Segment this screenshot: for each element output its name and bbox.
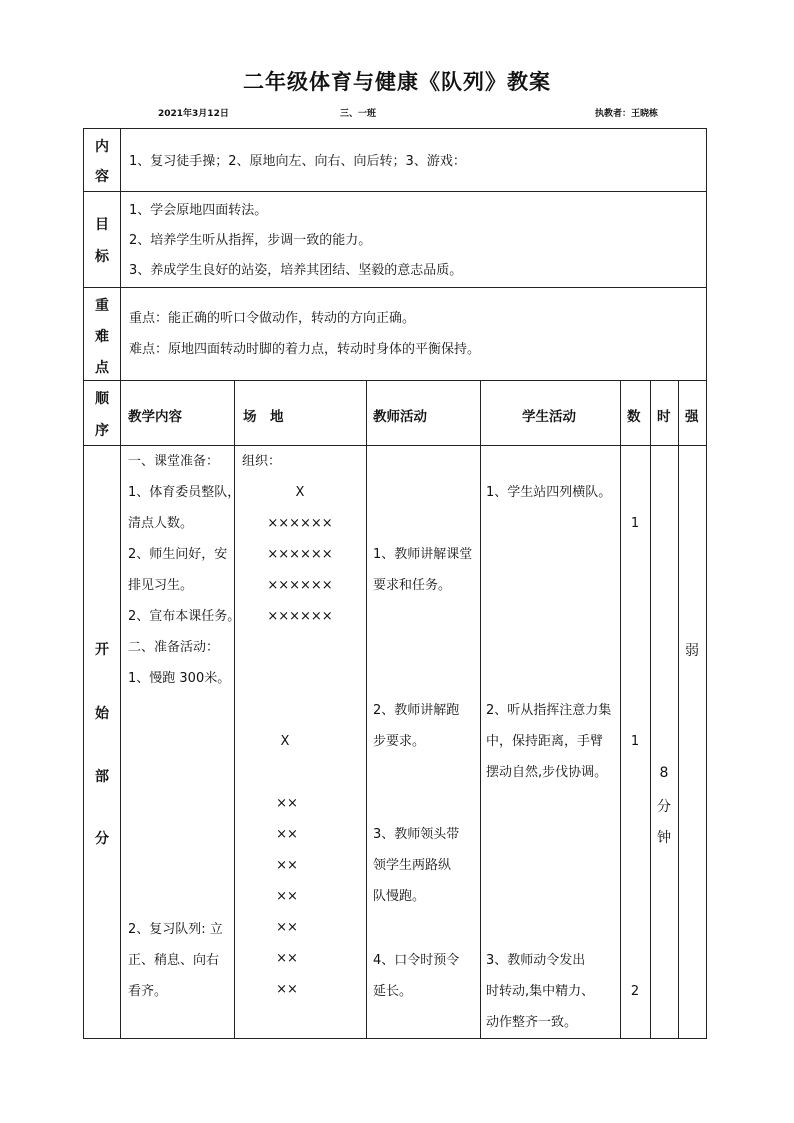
- content-label-2: 容: [95, 169, 109, 185]
- content-item: 正、稍息、向右: [128, 953, 220, 968]
- time-unit-2: 钟: [657, 830, 671, 846]
- student-activity: 2、听从指挥注意力集: [486, 703, 612, 718]
- lesson-plan-table: [83, 128, 707, 1039]
- header-student: 学生活动: [522, 409, 576, 425]
- part-label-2: 始: [95, 706, 109, 722]
- formation-row: ××××××: [267, 547, 333, 562]
- student-activity: 时转动,集中精力、: [486, 984, 595, 999]
- key-line: 难点：原地四面转动时脚的着力点，转动时身体的平衡保持。: [129, 342, 481, 357]
- content-item: 二、准备活动：: [128, 640, 220, 655]
- table-line: [83, 445, 707, 446]
- formation-row: ××××××: [267, 578, 333, 593]
- part-label-4: 分: [95, 831, 109, 847]
- table-line: [366, 380, 367, 1039]
- table-line: [83, 380, 707, 381]
- goal-label-2: 标: [95, 249, 109, 265]
- header-time: 时: [657, 409, 671, 425]
- table-line: [83, 191, 707, 192]
- teacher-activity: 步要求。: [373, 734, 426, 749]
- formation-pair: ××: [276, 889, 298, 904]
- formation-pair: ××: [276, 951, 298, 966]
- key-label-2: 难: [95, 329, 109, 345]
- teacher-activity: 2、教师讲解跑: [373, 703, 460, 718]
- count-value: 1: [630, 734, 640, 749]
- content-item: 2、师生问好，安: [128, 547, 228, 562]
- student-activity: 动作整齐一致。: [486, 1015, 578, 1030]
- part-label-1: 开: [95, 642, 109, 658]
- table-line: [480, 380, 481, 1039]
- content-item: 2、宣布本课任务。: [128, 609, 241, 624]
- student-activity: 3、教师动令发出: [486, 953, 586, 968]
- header-order-1: 顺: [95, 391, 109, 407]
- header-count: 数: [627, 409, 641, 425]
- table-line: [83, 287, 707, 288]
- student-activity: 中，保持距离，手臂: [486, 734, 604, 749]
- table-line: [83, 128, 84, 1039]
- content-item: 清点人数。: [128, 516, 194, 531]
- formation-row: ××××××: [267, 516, 333, 531]
- content-item: 1、体育委员整队，: [128, 485, 241, 500]
- header-intensity: 强: [685, 409, 699, 425]
- formation-pair: ××: [276, 982, 298, 997]
- content-text: 1、复习徒手操；2、原地向左、向右、向后转；3、游戏：: [129, 154, 466, 169]
- table-line: [120, 128, 121, 1039]
- content-label-1: 内: [95, 139, 109, 155]
- page-title: 二年级体育与健康《队列》教案: [243, 70, 551, 94]
- student-activity: 摆动自然,步伐协调。: [486, 765, 608, 780]
- goal-label-1: 目: [95, 217, 109, 233]
- formation-row: X: [295, 485, 305, 500]
- teacher-activity: 4、口令时预令: [373, 953, 460, 968]
- time-unit-1: 分: [657, 799, 671, 815]
- content-item: 1、慢跑 300米。: [128, 671, 231, 686]
- content-item: 排见习生。: [128, 578, 194, 593]
- header-order-2: 序: [95, 423, 109, 439]
- content-item: 一、课堂准备：: [128, 454, 220, 469]
- teacher-activity: 要求和任务。: [373, 578, 452, 593]
- intensity-value: 弱: [685, 643, 699, 659]
- formation-pair: ××: [276, 858, 298, 873]
- teacher-activity: 领学生两路纵: [373, 858, 452, 873]
- site-org: 组织：: [242, 454, 282, 469]
- student-activity: 1、学生站四列横队。: [486, 485, 612, 500]
- teacher-activity: 队慢跑。: [373, 889, 426, 904]
- header-content: 教学内容: [128, 409, 182, 425]
- table-line: [83, 1038, 707, 1039]
- table-line: [234, 380, 235, 1039]
- count-value: 2: [630, 984, 640, 999]
- goal-line: 2、培养学生听从指挥，步调一致的能力。: [129, 233, 372, 248]
- lesson-date: 2021年3月12日: [158, 109, 229, 119]
- lesson-teacher: 执教者：王晓栋: [595, 109, 659, 119]
- teacher-activity: 延长。: [373, 984, 413, 999]
- formation-row: ××××××: [267, 609, 333, 624]
- content-item: 2、复习队列: 立: [128, 922, 223, 937]
- key-line: 重点：能正确的听口令做动作，转动的方向正确。: [129, 311, 416, 326]
- teacher-activity: 1、教师讲解课堂: [373, 547, 473, 562]
- key-label-3: 点: [95, 360, 109, 376]
- table-line: [678, 380, 679, 1039]
- formation-leader: X: [280, 734, 290, 749]
- table-line: [650, 380, 651, 1039]
- goal-line: 3、养成学生良好的站姿，培养其团结、坚毅的意志品质。: [129, 263, 463, 278]
- count-value: 1: [630, 516, 640, 531]
- table-line: [620, 380, 621, 1039]
- table-line: [706, 128, 707, 1039]
- goal-line: 1、学会原地四面转法。: [129, 203, 268, 218]
- table-line: [83, 128, 707, 129]
- header-site: 场 地: [243, 409, 284, 425]
- part-label-3: 部: [95, 769, 109, 785]
- teacher-activity: 3、教师领头带: [373, 827, 460, 842]
- formation-pair: ××: [276, 827, 298, 842]
- formation-pair: ××: [276, 920, 298, 935]
- key-label-1: 重: [95, 298, 109, 314]
- time-value: 8: [659, 765, 669, 781]
- header-teacher: 教师活动: [373, 409, 427, 425]
- content-item: 看齐。: [128, 984, 168, 999]
- formation-pair: ××: [276, 796, 298, 811]
- lesson-class: 三、一班: [340, 109, 377, 119]
